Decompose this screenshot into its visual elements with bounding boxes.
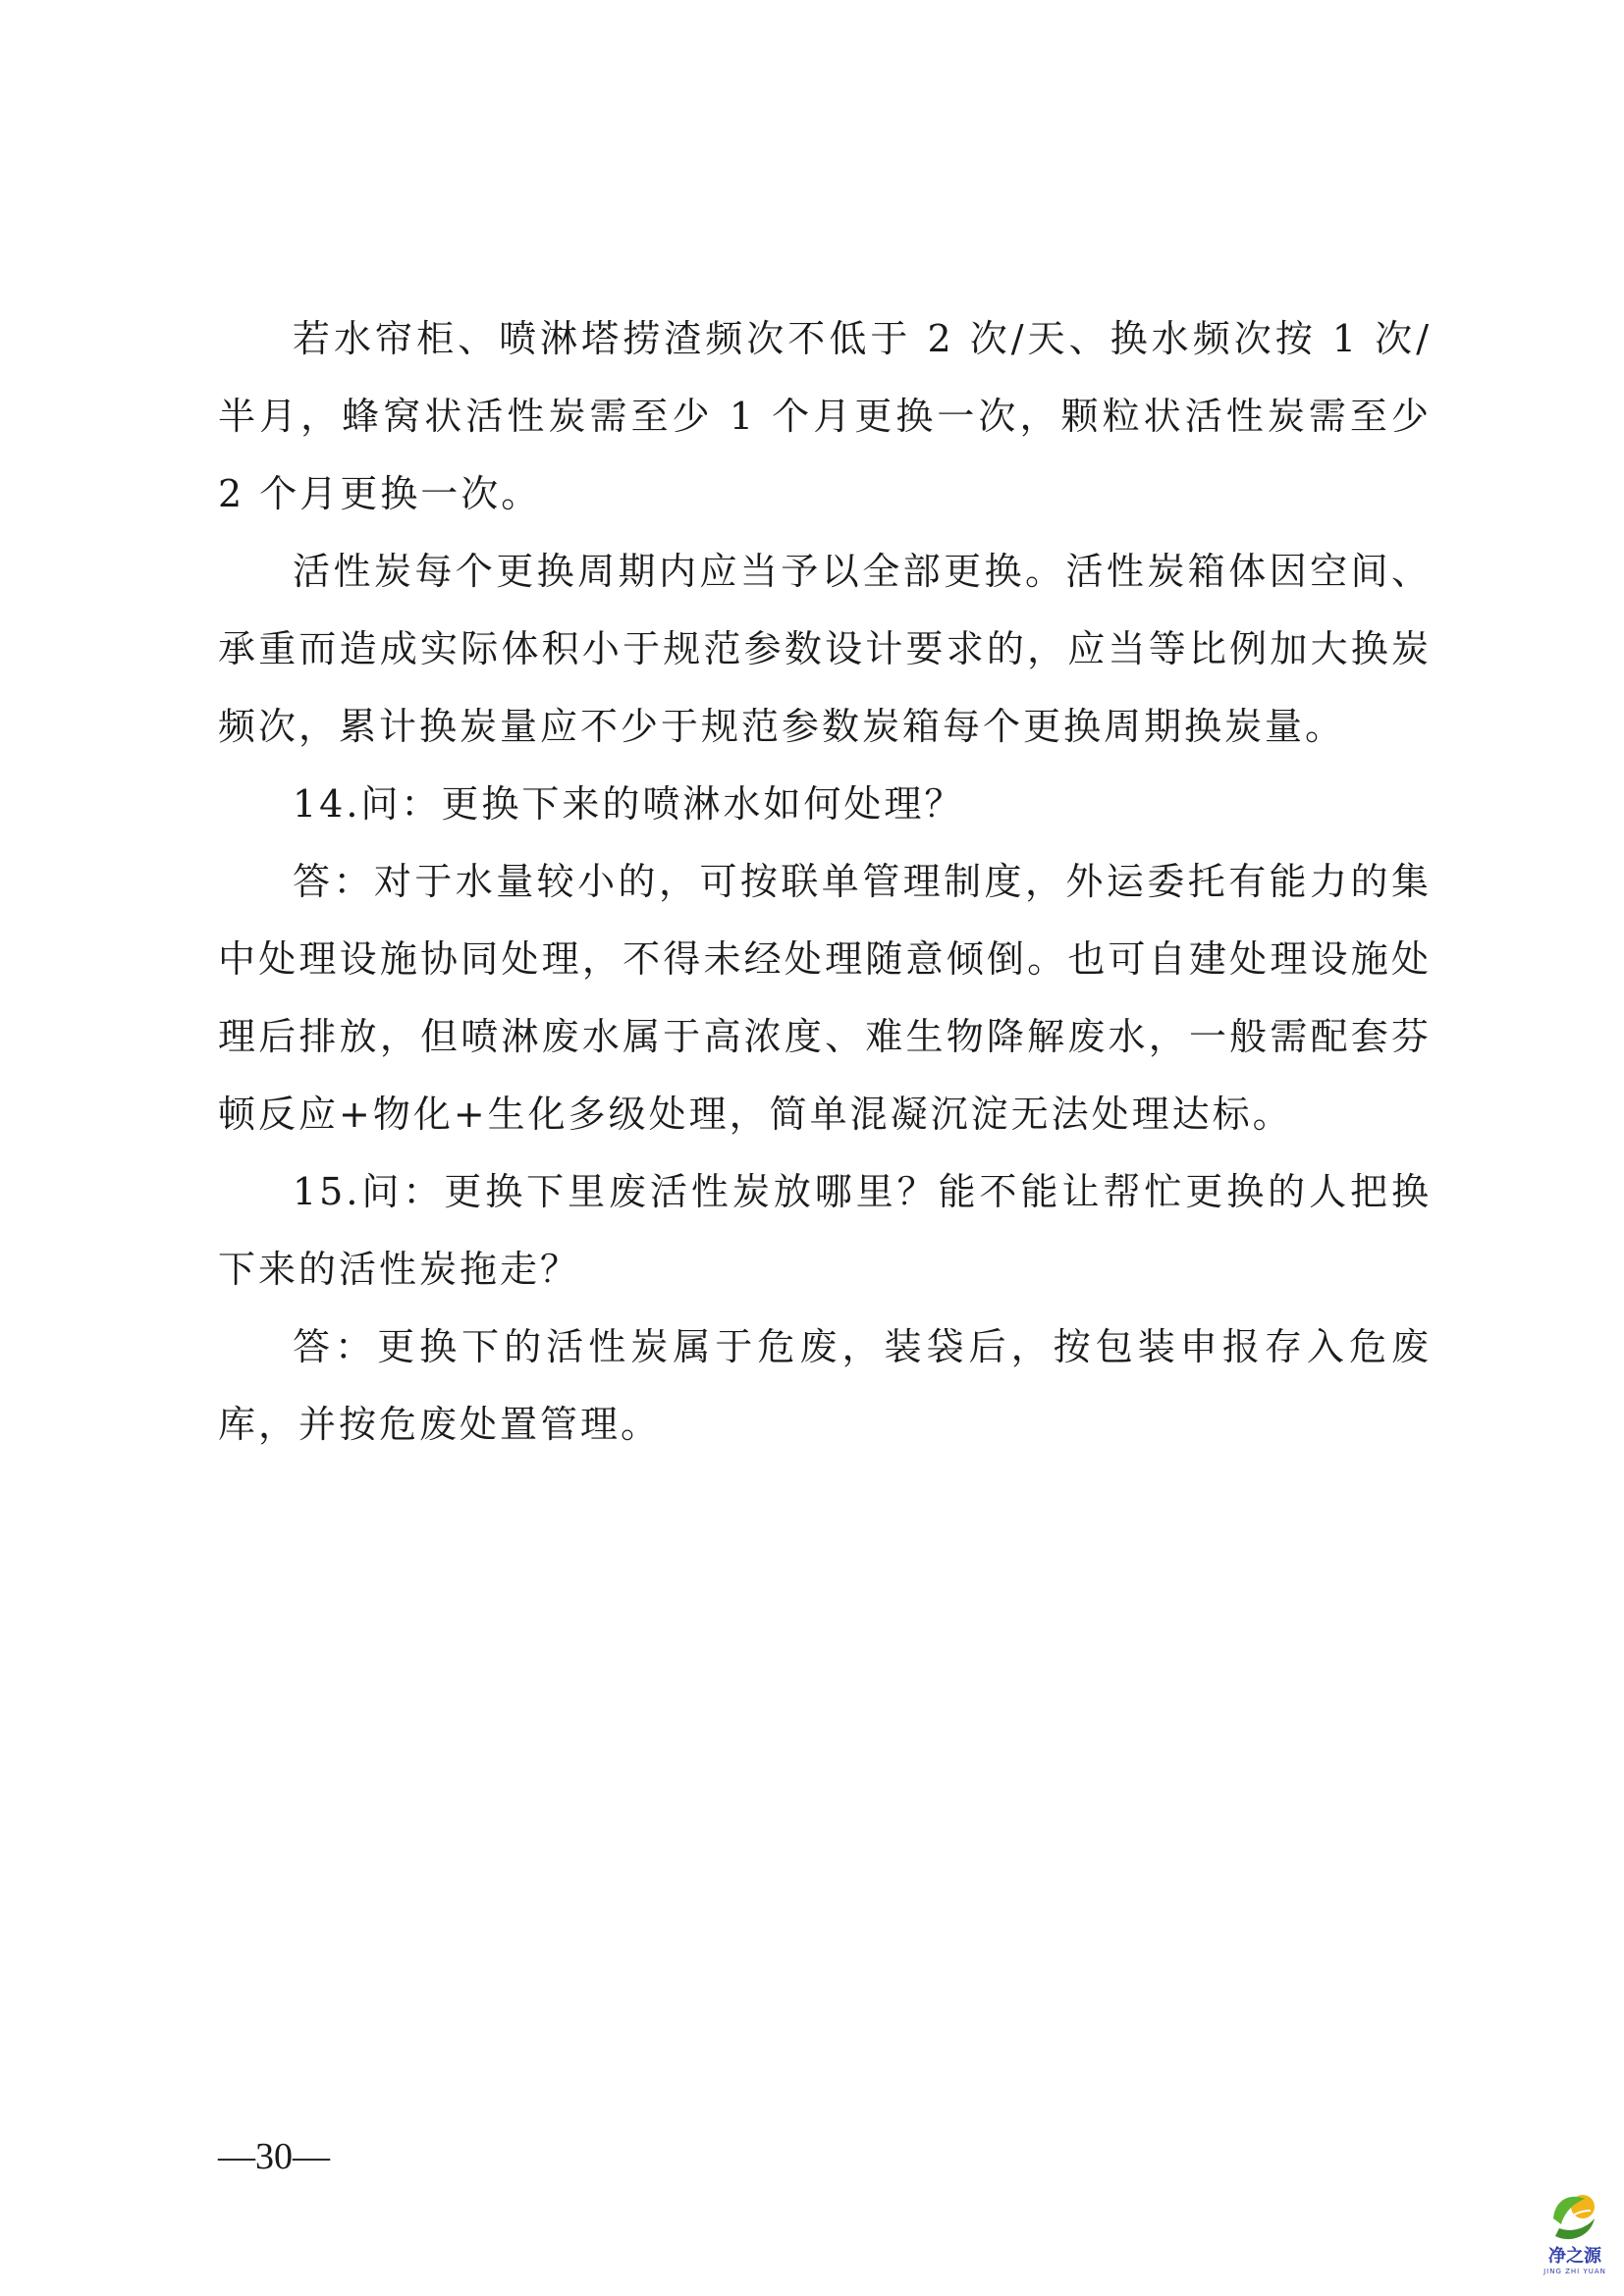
logo-name-cn: 净之源 [1548, 2246, 1601, 2267]
page-number: —30— [218, 2136, 330, 2177]
document-body [218, 300, 1432, 1464]
question-14: 14.问：更换下来的喷淋水如何处理？ [293, 782, 965, 826]
paragraph-replacement-frequency: 若水帘柜、喷淋塔捞渣频次不低于 2 次/天、换水频次按 1 次/半月，蜂窝状活性炭需至少 1 个月更换一次，颗粒状活性炭需至少 2 个月更换一次。 [218, 317, 1432, 515]
logo-name-en: JING ZHI YUAN [1543, 2268, 1606, 2275]
answer-14: 答：对于水量较小的，可按联单管理制度，外运委托有能力的集中处理设施协同处理，不得未经处理随意倾倒。也可自建处理设施处理后排放，但喷淋废水属于高浓度、难生物降解废水，一般需配套芬顿反应+物化+生化多级处理，简单混凝沉淀无法处理达标。 [218, 860, 1432, 1136]
paragraph-full-replacement: 活性炭每个更换周期内应当予以全部更换。活性炭箱体因空间、承重而造成实际体积小于规范参数设计要求的，应当等比例加大换炭频次，累计换炭量应不少于规范参数炭箱每个更换周期换炭量。 [218, 550, 1432, 748]
answer-15: 答：更换下的活性炭属于危废，装袋后，按包装申报存入危废库，并按危废处置管理。 [218, 1325, 1432, 1446]
question-15: 15.问：更换下里废活性炭放哪里？能不能让帮忙更换的人把换下来的活性炭拖走？ [218, 1170, 1432, 1291]
watermark-logo [1528, 2185, 1622, 2293]
leaf-sun-icon [1545, 2185, 1604, 2246]
